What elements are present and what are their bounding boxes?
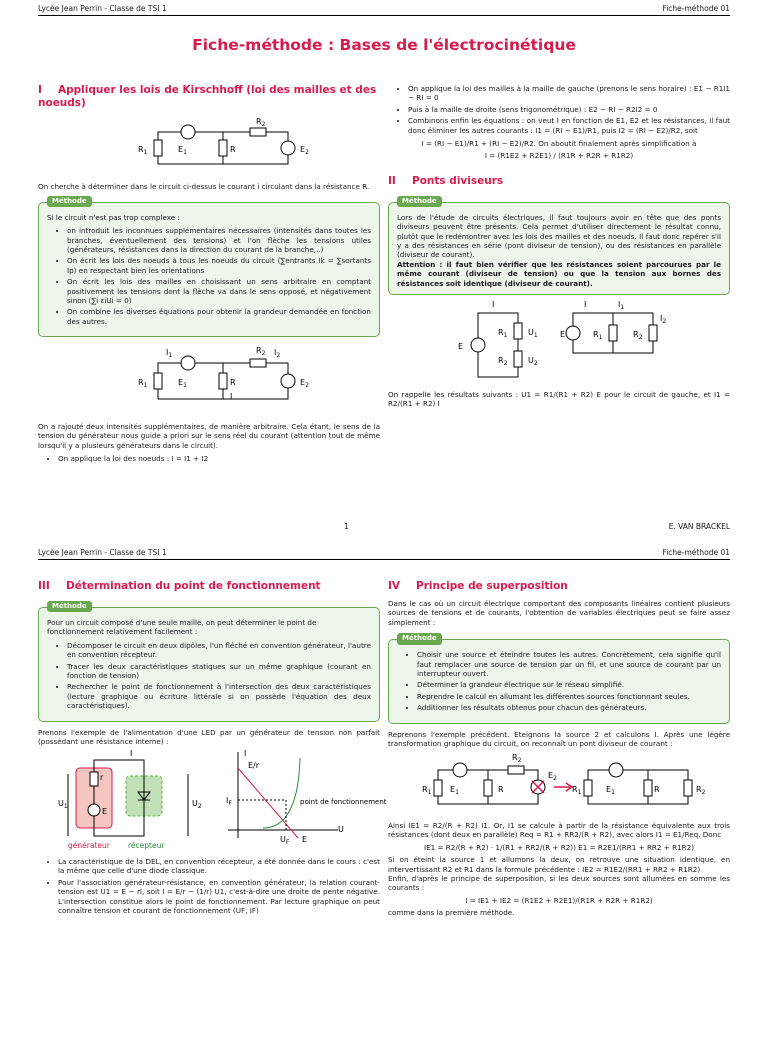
list-item: • Tracer les deux caractéristiques statiques sur un même graphique (courant en fonction de tension) [67,662,371,681]
list-item: • On combine les diverses équations pour obtenir la grandeur demandée en fonction des autres. [67,307,371,326]
list-item: • Pour l'association générateur-résistance, en convention générateur, la relation courant-tension est U1 = E − rI, soit I = E/r − (1/r) U1, c'est-à-dire une droite de pente négative. L'intersection constitue alors le point de fonctionnement. Par lecture graphique on peut connaître tension et courant de fonctionnement (UF, IF) [58,878,380,916]
header-right: Fiche-méthode 01 [662,548,730,557]
box1-list [47,226,371,326]
svg-text:R1: $R_1$ [138,378,148,390]
equation-1: I = (RI − E1)/R1 + (RI − E2)/R2. On aboutit finalement après simplification à [421,139,697,149]
header-rule [38,559,730,560]
method-box-4 [388,634,730,723]
svg-text:R2: $R_2$ [498,356,508,368]
s4-intro: Dans le cas où un circuit électrique comportant des composants linéaires contient plusieurs sources de tensions et de courants, l'obtention de variables électriques peut se faire assez simplement : [388,599,730,627]
left-column [38,580,387,919]
svg-text:R: R [230,145,236,154]
svg-text:E1: $E_1$ [606,785,615,797]
left-column [38,84,380,467]
list-item: • Décomposer le circuit en deux dipôles, l'un fléché en convention générateur, l'autre en convention récepteur. [67,641,371,660]
method-tag: Méthode [397,633,442,644]
list-item: • on introduit les inconnues supplémentaires nécessaires (intensités dans toutes les branches, éventuellement des tensions) et l'on flèche les tensions utiles (générateurs, résistances dans la direction du courant de la branche,..) [67,226,371,254]
list-item: • Rechercher le point de fonctionnement à l'intersection des deux caractéristiques (lecture graphique ou écriture littérale si on possède l'équation des deux caractéristiques). [67,682,371,710]
svg-text:E2: $E_2$ [548,771,557,783]
s1-noeuds-list [38,454,380,463]
svg-text:I2: $I_2$ [274,348,281,360]
s1-after: On a rajouté deux intensités supplémentaires, de manière arbitraire. Cela étant, le sens de la tension du générateur nous guide a priori sur le sens réel du courant (attention tout de même lorsqu'il y a plusieurs générateurs dans le circuit). [38,421,380,450]
circuit-diagram-2 [38,337,380,419]
list-item: • Combinons enfin les équations : on veut I en fonction de E1, E2 et les résistances, il faut donc éliminer les autres courants : I1 = (RI − E1)/R1, puis I2 = (RI − E2)/R2, soit [408,116,730,135]
svg-text:R2: $R_2$ [696,785,706,797]
svg-text:R2: $R_2$ [256,346,266,358]
box3-list [47,641,371,711]
svg-text:U: U [338,825,344,835]
svg-text:IF: $I_F$ [226,796,232,808]
s4-enfin: Enfin, d'après le principe de superposition, si les deux sources sont allumées en somme les courants : [388,873,730,893]
svg-text:R2: $R_2$ [633,330,643,342]
svg-text:R1: $R_1$ [572,785,582,797]
svg-text:I: I [130,749,133,759]
list-item: • La caractéristique de la DEL, en convention récepteur, a été donnée dans le cours : c'est la même que celle d'une diode classique. [58,857,380,876]
svg-text:I: I [244,749,247,759]
method-tag: Méthode [47,601,92,612]
svg-text:R: R [654,785,660,795]
page-header [38,4,730,13]
svg-text:R1: $R_1$ [422,785,432,797]
method-tag: Méthode [397,196,442,207]
svg-text:E2: $E_2$ [300,145,309,156]
svg-text:E1: $E_1$ [178,378,187,390]
list-item: • Reprendre le calcul en allumant les différentes sources fonctionnant seules. [417,692,721,701]
list-item: • On écrit les lois des noeuds à tous les noeuds du circuit (∑entrants Ik = ∑sortants Ip) en respectant bien les orientations [67,256,371,275]
page-number: 1 [344,522,349,531]
list-item: • On écrit les lois des mailles en choisissant un sens arbitraire en comptant positivement les tensions dont la flèche va dans le sens opposé, et négativement sinon (∑i εiUi = 0) [67,277,371,305]
led-circuit-and-graph [38,746,387,851]
svg-text:U2: $U_2$ [528,356,538,368]
page-title: Fiche-méthode : Bases de l'électrocinétique [192,36,576,54]
header-right: Fiche-méthode 01 [662,4,730,13]
s3-example: Prenons l'exemple de l'alimentation d'une LED par un générateur de tension non parfait (possédant une résistance interne) : [38,727,380,747]
superposition-circuits [388,748,730,818]
header-left: Lycée Jean Perrin - Classe de TSI 1 [38,4,167,13]
svg-text:UF: $U_F$ [280,835,290,847]
svg-text:I: I [584,300,587,310]
box3-intro: Pour un circuit composé d'une seule maille, on peut déterminer le point de fonctionnement relativement facilement : [47,618,317,637]
list-item: • Puis à la maille de droite (sens trigonométrique) : E2 − RI − R2I2 = 0 [408,105,730,114]
page-2 [0,536,768,1048]
svg-text:R: R [230,378,236,388]
s1-intro: On cherche à déterminer dans le circuit ci-dessus le courant i circulant dans la résistance R. [38,182,370,192]
section-title-3: III Détermination du point de fonctionnement [38,580,321,592]
circuit-diagram-dividers [388,295,730,387]
box1-intro: Si le circuit n'est pas trop complexe : [47,212,180,222]
header-rule [38,15,730,16]
right-column [388,84,730,408]
author: E. VAN BRACKEL [668,522,730,531]
equation-ie1: IE1 = R2/(R + R2) · 1/(R1 + RR2/(R + R2)) E1 = R2E1/(RR1 + RR2 + R1R2) [423,842,695,852]
list-item: • Choisir une source et éteindre toutes les autres. Concrètement, cela signifie qu'il faut remplacer une source de tension par un fil, et une source de courant par un interrupteur ouvert. [417,650,721,678]
svg-text:R2: $R_2$ [256,117,266,128]
s4-eteint: Si on éteint la source 1 et allumons la deux, on retrouve une situation identique, en intervertissant R2 et R1 dans la formule précédente : IE2 = R1E2/(RR1 + RR2 + R1R2) [388,855,730,874]
box4-list [397,650,721,712]
s2-result: On rappelle les résultats suivants : U1 = R1/(R1 + R2) E pour le circuit de gauche, et I1 = R2/(R1 + R2) I [388,389,730,408]
circuit-diagram-1 [38,110,380,180]
method-box-1 [38,196,380,337]
list-item: • Déterminer la grandeur électrique sur le réseau simplifié. [417,680,721,689]
s4-ainsi: Ainsi IE1 = R2/(R + R2) I1. Or, I1 se calcule à partir de la résistance équivalente aux trois résistances (dont deux en parallèle) Req = R1 + RR2/(R + R2), avec alors I1 = E1/Req. Donc [388,820,730,840]
equation-2: I = (R1E2 + R2E1) / (R1R + R2R + R1R2) [484,151,634,161]
s4-after: Reprenons l'exemple précédent. Eteignons la source 2 et calculons I. Après une légère transformation graphique du circuit, on reconnaît un pont diviseur de courant : [388,729,730,749]
method-box-3 [38,602,380,722]
svg-text:U2: $U_2$ [192,799,202,811]
receiver-label: récepteur [128,841,165,851]
s4-conclusion: comme dans la première méthode. [388,908,515,918]
box2-text: Lors de l'étude de circuits électriques, il faut toujours avoir en tête que des ponts diviseurs peuvent être présents. Cela permet d'utiliser directement le résultat connu, plutôt que le redémontrer avec les lois des mailles et des noeuds. Il faut donc repérer s'il y a des résistances en série (pont diviseur de tension), ou des résistances en parallèle (diviseur de courant). [397,212,721,260]
svg-text:E2: $E_2$ [300,378,309,390]
section-title-2: II Ponts diviseurs [388,174,504,187]
graph-point-label: point de fonctionnement [300,798,387,807]
page-header [38,548,730,557]
list-item: • On applique la loi des noeuds : I = I1 + I2 [58,454,380,463]
svg-text:E1: $E_1$ [178,145,187,156]
svg-text:R1: $R_1$ [498,328,508,340]
svg-text:U1: $U_1$ [528,328,538,340]
svg-text:E/r: E/r [248,761,260,771]
svg-text:E: E [102,807,108,817]
svg-text:R1: $R_1$ [593,330,603,342]
svg-text:E: E [458,342,464,352]
header-left: Lycée Jean Perrin - Classe de TSI 1 [38,548,167,557]
svg-text:R2: $R_2$ [512,753,522,765]
svg-text:I1: $I_1$ [618,300,625,312]
equation-final: I = IE1 + IE2 = (R1E2 + R2E1)/(R1R + R2R + R1R2) [465,895,653,905]
s3-after-list [38,857,380,915]
section-title-1: I Appliquer les lois de Kirschhoff (loi des mailles et des noeuds) [38,84,377,109]
method-tag: Méthode [47,196,92,207]
list-item: • Additionner les résultats obtenus pour chacun des générateurs. [417,703,721,712]
svg-text:R1: $R_1$ [138,145,148,156]
svg-text:E: E [302,835,308,845]
generator-label: générateur [68,841,110,851]
svg-text:U1: $U_1$ [58,799,68,811]
method-box-2 [388,196,730,295]
svg-text:E: E [560,330,566,340]
svg-text:R: R [498,785,504,795]
list-item: • On applique la loi des mailles à la maille de gauche (prenons le sens horaire) : E1 − R1I1 − RI = 0 [408,84,730,103]
svg-text:E1: $E_1$ [450,785,459,797]
section-title-4: IV Principe de superposition [388,580,568,592]
s1-equations-list [388,84,730,135]
right-column [388,580,730,918]
svg-text:I1: $I_1$ [166,348,173,360]
svg-text:I2: $I_2$ [660,314,667,326]
svg-text:I: I [492,300,495,310]
box2-attention: Attention : il faut bien vérifier que les résistances soient parcourues par le même courant (diviseur de tension) ou que la tension aux bornes des résistances soit identique (diviseur de courant). [397,259,721,288]
svg-text:I: I [230,392,233,402]
svg-text:r: r [100,773,104,783]
